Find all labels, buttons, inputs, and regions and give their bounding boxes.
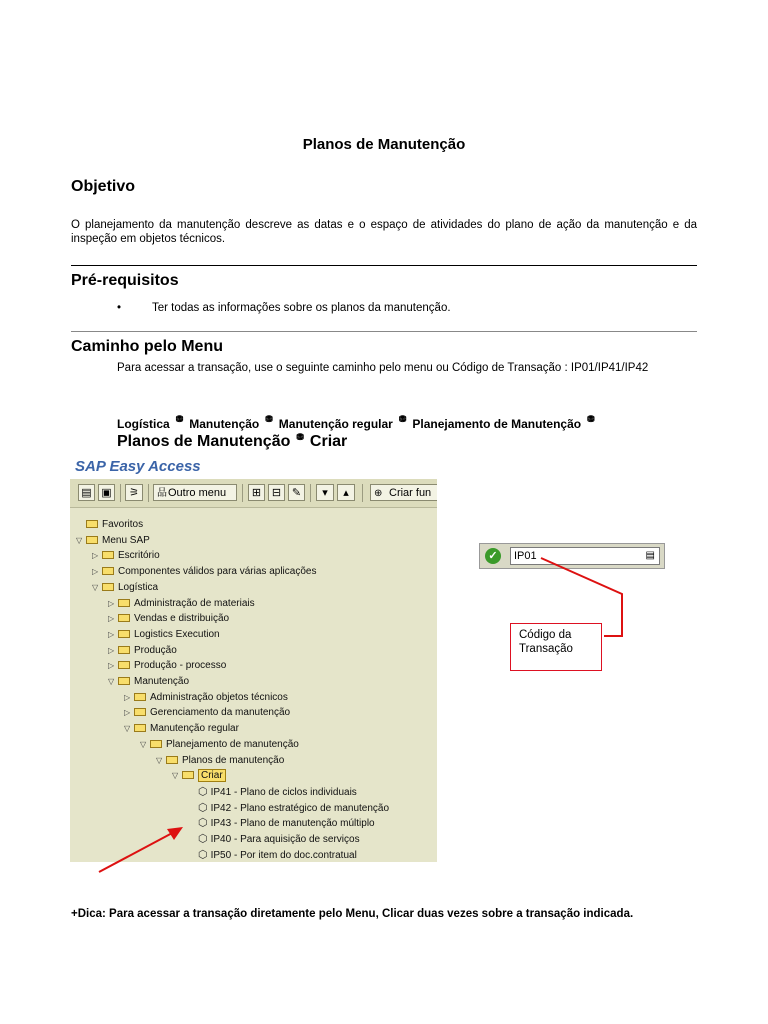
doc-icon[interactable]: ▤	[78, 484, 95, 501]
tree-item-label: Escritório	[118, 550, 160, 562]
hierarchy-icon: 品	[157, 488, 167, 499]
arrow-down-icon[interactable]: ▾	[316, 484, 334, 501]
favorites-edit-icon[interactable]: ⊟	[268, 484, 285, 501]
path-separator-icon: ⛃	[175, 414, 184, 424]
path-item: Manutenção	[189, 417, 260, 431]
tree-item-label: Logistics Execution	[134, 628, 220, 640]
tree-item-label: Manutenção regular	[150, 723, 239, 735]
tree-item-label: IP43 - Plano de manutenção múltiplo	[210, 818, 375, 830]
cancel-icon[interactable]: ⚞	[125, 484, 143, 501]
transaction-code-value: IP01	[514, 550, 537, 562]
transaction-cube-icon: ⬡	[198, 801, 208, 814]
expanded-triangle-icon[interactable]: ▽	[108, 677, 115, 686]
page-title: Planos de Manutenção	[302, 136, 466, 153]
save-icon[interactable]: ▣	[98, 484, 115, 501]
collapsed-triangle-icon[interactable]: ▷	[108, 598, 115, 608]
tree-item-label: Manutenção	[134, 676, 190, 687]
path-item: Manutenção regular	[278, 417, 393, 431]
criar-funcao-label: Criar fun	[389, 487, 432, 499]
prerequisitos-heading: Pré-requisitos	[71, 272, 179, 289]
tree-item-label: Administração objetos técnicos	[150, 691, 288, 703]
collapsed-triangle-icon[interactable]: ▷	[92, 551, 99, 561]
arrow-up-icon[interactable]: ▴	[337, 484, 355, 501]
path-separator-icon: ⛃	[296, 432, 304, 442]
tree-item-label: Componentes válidos para várias aplicações	[118, 566, 317, 578]
tree-item-label: Planos de manutenção	[182, 754, 285, 766]
collapsed-triangle-icon[interactable]: ▷	[108, 614, 115, 624]
caminho-heading: Caminho pelo Menu	[71, 338, 223, 355]
tree-item-label: IP50 - Por item do doc.contratual	[210, 849, 357, 861]
dropdown-icon[interactable]: ▤	[645, 550, 655, 561]
tree-item-label: Planejamento de manutenção	[166, 738, 299, 750]
check-icon[interactable]: ✓	[485, 548, 501, 564]
collapsed-triangle-icon[interactable]: ▷	[108, 629, 115, 639]
callout-connector-line	[541, 558, 622, 636]
red-arrow-line	[99, 831, 176, 872]
tree-item-label: Administração de materiais	[134, 597, 255, 609]
create-icon: ⊕	[374, 488, 383, 499]
expanded-triangle-icon[interactable]: ▽	[172, 771, 179, 781]
expanded-triangle-icon[interactable]: ▽	[92, 582, 99, 592]
pencil-icon[interactable]: ✎	[288, 484, 305, 501]
collapsed-triangle-icon[interactable]: ▷	[124, 708, 131, 718]
objetivo-text: O planejamento da manutenção descreve as datas e o espaço de atividades do plano de ação da manutenção e da inspeção em objetos técnicos.	[71, 219, 697, 245]
tree-item-label: Criar	[198, 769, 226, 782]
collapsed-triangle-icon[interactable]: ▷	[108, 645, 115, 655]
tree-item-label: Menu SAP	[102, 534, 150, 546]
transaction-cube-icon: ⬡	[198, 848, 208, 861]
tree-item-label: Gerenciamento da manutenção	[150, 707, 291, 719]
bullet-dot: •	[117, 302, 122, 314]
path-item: Planejamento de Manutenção	[412, 417, 582, 431]
tree-item-label: IP42 - Plano estratégico de manutenção	[210, 802, 390, 814]
transaction-cube-icon: ⬡	[198, 833, 208, 845]
caminho-text: Para acessar a transação, use o seguinte caminho pelo menu ou Código de Transação : IP01/IP41/IP42	[117, 362, 649, 374]
path-separator-icon: ⛃	[587, 414, 595, 424]
collapsed-triangle-icon[interactable]: ▷	[92, 567, 99, 577]
expanded-triangle-icon[interactable]: ▽	[140, 739, 147, 749]
tree-item-label: Vendas e distribuição	[134, 613, 230, 625]
expanded-triangle-icon[interactable]: ▽	[156, 755, 163, 765]
collapsed-triangle-icon[interactable]: ▷	[124, 692, 131, 702]
tree-item-label: Favoritos	[102, 519, 144, 530]
prerequisitos-bullet: Ter todas as informações sobre os planos da manutenção.	[152, 302, 451, 314]
objetivo-heading: Objetivo	[71, 178, 136, 195]
outro-menu-label: Outro menu	[168, 487, 227, 499]
expanded-triangle-icon[interactable]: ▽	[124, 724, 131, 734]
transaction-cube-icon: ⬡	[198, 817, 208, 830]
tree-item-label: IP41 - Plano de ciclos individuais	[210, 786, 357, 798]
tree-item-label: IP40 - Para aquisição de serviços	[210, 834, 360, 845]
tree-item-label: Logística	[118, 581, 159, 593]
path-item: Criar	[309, 433, 348, 450]
path-separator-icon: ⛃	[265, 414, 273, 424]
transaction-cube-icon: ⬡	[198, 785, 208, 798]
sap-title: SAP Easy Access	[75, 458, 201, 475]
tree-item-label: Produção	[134, 644, 177, 656]
dica-text: +Dica: Para acessar a transação diretamente pelo Menu, Clicar duas vezes sobre a transação indicada.	[71, 908, 634, 920]
favorites-add-icon[interactable]: ⊞	[248, 484, 265, 501]
expanded-triangle-icon[interactable]: ▽	[76, 535, 83, 545]
callout-line2: Transação	[519, 643, 573, 655]
path-item: Logística	[117, 417, 170, 431]
tree-item-label: Produção - processo	[134, 660, 227, 672]
callout-line1: Código da	[519, 629, 572, 641]
collapsed-triangle-icon[interactable]: ▷	[108, 661, 115, 671]
path-separator-icon: ⛃	[398, 414, 407, 424]
path-item: Planos de Manutenção	[117, 433, 291, 450]
